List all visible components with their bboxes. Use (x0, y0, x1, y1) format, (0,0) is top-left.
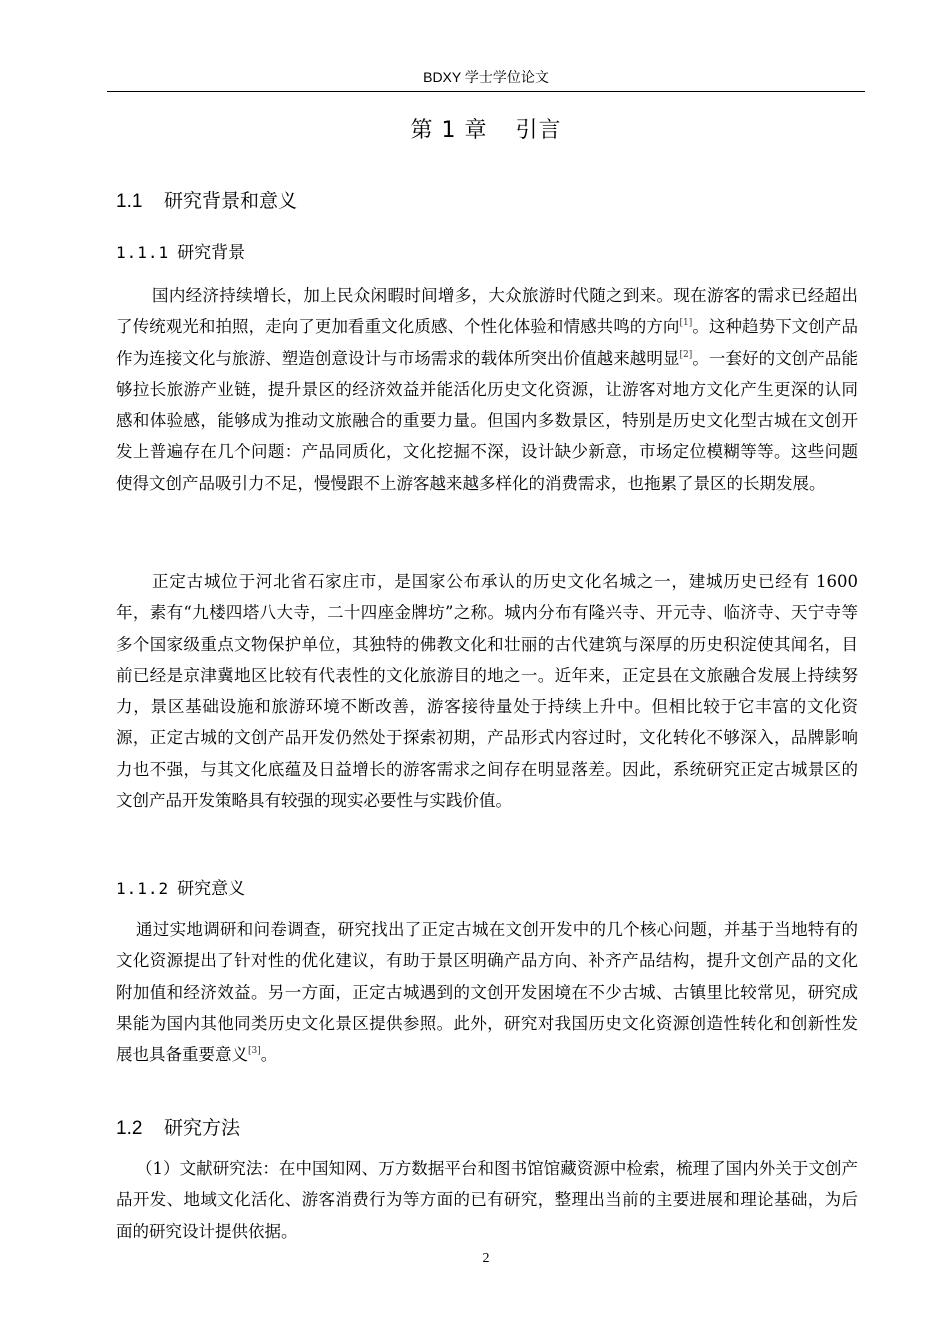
section-number: 1.2 (116, 1118, 143, 1139)
paragraph-methods-1: （1）文献研究法：在中国知网、万方数据平台和图书馆馆藏资源中检索，梳理了国内外关于文创产品开发、地域文化活化、游客消费行为等方面的已有研究，整理出当前的主要进展和理论基础，为后面的研究设计提供依据。 (116, 1159, 858, 1241)
paragraph-text: 国内经济持续增长，加上民众闲暇时间增多，大众旅游时代随之到来。现在游客的需求已经超出了传统观光和拍照，走向了更加看重文化质感、个性化体验和情感共鸣的方向 (116, 286, 858, 337)
header-rule (107, 91, 865, 92)
section-number: 1.1 (116, 191, 143, 212)
section-title: 研究方法 (164, 1117, 241, 1139)
chapter-label: 第 1 章 (410, 118, 488, 143)
paragraph-background-2: 正定古城位于河北省石家庄市，是国家公布承认的历史文化名城之一，建城历史已经有 1600 年，素有“九楼四塔八大寺，二十四座金牌坊”之称。城内分布有隆兴寺、开元寺、临济寺、天宁寺等多个国家级重点文物保护单位，其独特的佛教文化和壮丽的古代建筑与深厚的历史积淀使其闻名，目前已经是京津冀地区比较有代表性的文化旅游目的地之一。近年来，正定县在文旅融合发展上持续努力，景区基础设施和旅游环境不断改善，游客接待量处于持续上升中。但相比较于它丰富的文化资源，正定古城的文创产品开发仍然处于探索初期，产品形式内容过时，文化转化不够深入，品牌影响力也不强，与其文化底蕴及日益增长的游客需求之间存在明显落差。因此，系统研究正定古城景区的文创产品开发策略具有较强的现实必要性与实践价值。 (116, 572, 858, 811)
subsection-heading-1-1-2 (116, 877, 245, 901)
paragraph-text: 通过实地调研和问卷调查，研究找出了正定古城在文创开发中的几个核心问题，并基于当地特有的文化资源提出了针对性的优化建议，有助于景区明确产品方向、补齐产品结构，提升文创产品的文化附加值和经济效益。另一方面，正定古城遇到的文创开发困境在不少古城、古镇里比较常见，研究成果能为国内其他同类历史文化景区提供参照。此外，研究对我国历史文化资源创造性转化和创新性发展也具备重要意义 (116, 920, 858, 1065)
section-heading-1-2 (116, 1115, 240, 1142)
chapter-title (107, 116, 865, 146)
paragraph-text: 。一套好的文创产品能够拉长旅游产业链，提升景区的经济效益并能活化历史文化资源，让游客对地方文化产生更深的认同感和体验感，能够成为推动文旅融合的重要力量。但国内多数景区，特别是历史文化型古城在文创开发上普遍存在几个问题：产品同质化，文化挖掘不深，设计缺少新意，市场定位模糊等等。这些问题使得文创产品吸引力不足，慢慢跟不上游客越来越多样化的消费需求，也拖累了景区的长期发展。 (116, 348, 859, 493)
running-header: BDXY 学士学位论文 (423, 69, 549, 85)
subsection-title: 研究背景 (177, 243, 246, 263)
page-number: 2 (482, 1251, 490, 1266)
paragraph-text: 。这种趋势下文创产品作为连接文化与旅游、塑造创意设计与市场需求的载体所突出价值越来越明显 (116, 317, 859, 368)
subsection-number: 1.1.2 (116, 879, 170, 898)
subsection-title: 研究意义 (177, 879, 246, 899)
paragraph-background-1 (116, 280, 858, 499)
citation-3[interactable]: [3] (248, 1046, 261, 1057)
subsection-number: 1.1.1 (116, 243, 170, 262)
citation-2[interactable]: [2] (679, 349, 693, 360)
paragraph-text: 。 (260, 1045, 278, 1065)
section-heading-1-1 (116, 188, 297, 215)
paragraph-significance (116, 914, 858, 1070)
subsection-heading-1-1-1 (116, 241, 245, 265)
chapter-heading: 引言 (515, 118, 562, 143)
section-title: 研究背景和意义 (164, 190, 298, 212)
citation-1[interactable]: [1] (679, 318, 693, 329)
